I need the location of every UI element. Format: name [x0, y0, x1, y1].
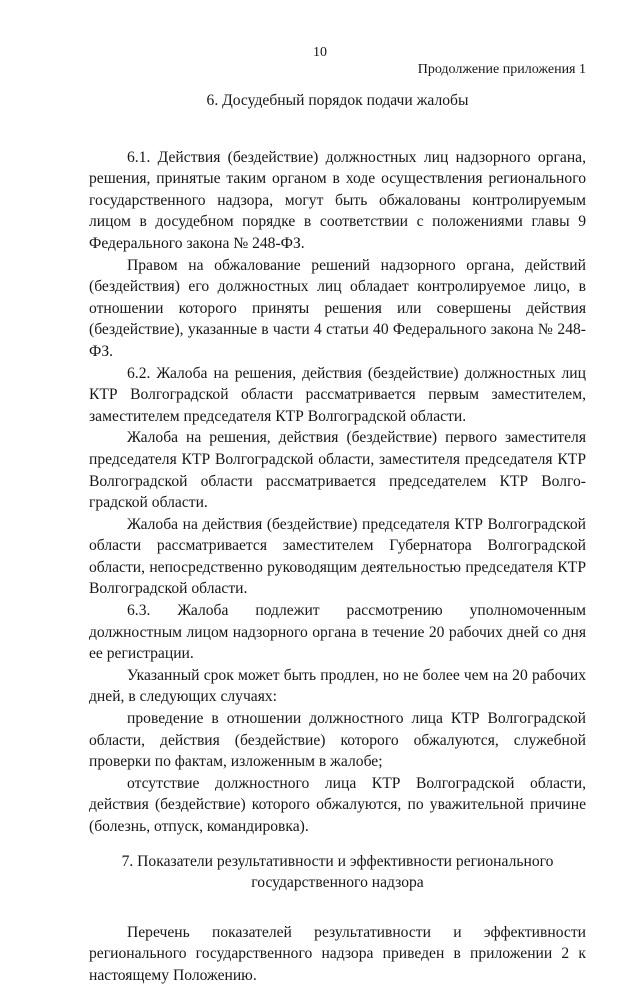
paragraph-6-2: 6.2. Жалоба на решения, действия (бездействие) должностных лиц КТР Волгоградской области рассматривается первым заместителем, заместителем председателя КТР Волгоградской области. — [89, 364, 586, 425]
paragraph-6-2-chairman: Жалоба на действия (бездействие) председателя КТР Волгоградской области рассматривается заместителем Губернатора Волгоградской области, непосредственно руководящим деятельностью председателя КТР Волгоградской области. — [89, 515, 586, 598]
paragraph-6-1: 6.1. Действия (бездействие) должностных лиц надзорного органа, решения, принятые таким органом в ходе осуществления регионального государственного надзора, могут быть обжалованы контролируемым лицом в досудебном порядке в соответствии с положениями главы 9 Федерального закона № 248-ФЗ. — [89, 148, 586, 252]
spacer — [89, 894, 586, 922]
paragraph-6-1-right-to-appeal: Правом на обжалование решений надзорного органа, действий (бездействия) его должностных лиц обладает контролируемое лицо, в отношении которого приняты решения или совершены действия (бездействие), указанные в части 4 статьи 40 Федерального закона № 248-ФЗ. — [89, 256, 586, 360]
paragraph-6-2-first-deputy: Жалоба на решения, действия (бездействие) первого заместителя председателя КТР Волгоградской области, заместителя председателя КТР Волгоградской области рассматривается председателем КТР Волго-градской области. — [89, 429, 586, 512]
paragraph-6-3-extension: Указанный срок может быть продлен, но не более чем на 20 рабочих дней, в следующих случаях: — [89, 666, 586, 706]
section-7-title-line-1: 7. Показатели результативности и эффективности регионального — [121, 852, 554, 870]
paragraph-7-list: Перечень показателей результативности и эффективности регионального государственного надзора приведен в приложении 2 к настоящему Положению. — [89, 923, 586, 984]
section-7-title — [89, 851, 586, 894]
document-body — [89, 90, 586, 987]
spacer — [89, 112, 586, 147]
paragraph-6-3-case-absence: отсутствие должностного лица КТР Волгоградской области, действия (бездействие) которого обжалуются, по уважительной причине (болезнь, отпуск, командировка). — [89, 774, 586, 835]
page-number: 10 — [313, 45, 327, 60]
appendix-continuation-note: Продолжение приложения 1 — [417, 62, 586, 77]
section-7-title-line-2: государственного надзора — [251, 874, 424, 892]
paragraph-6-3: 6.3. Жалоба подлежит рассмотрению уполномоченным должностным лицом надзорного органа в течение 20 рабочих дней со дня ее регистрации. — [89, 602, 586, 663]
paragraph-6-3-case-inspection: проведение в отношении должностного лица КТР Волгоградской области, действия (бездействие) которого обжалуются, служебной проверки по фактам, изложенным в жалобе; — [89, 710, 586, 771]
section-6-title: 6. Досудебный порядок подачи жалобы — [206, 92, 469, 109]
